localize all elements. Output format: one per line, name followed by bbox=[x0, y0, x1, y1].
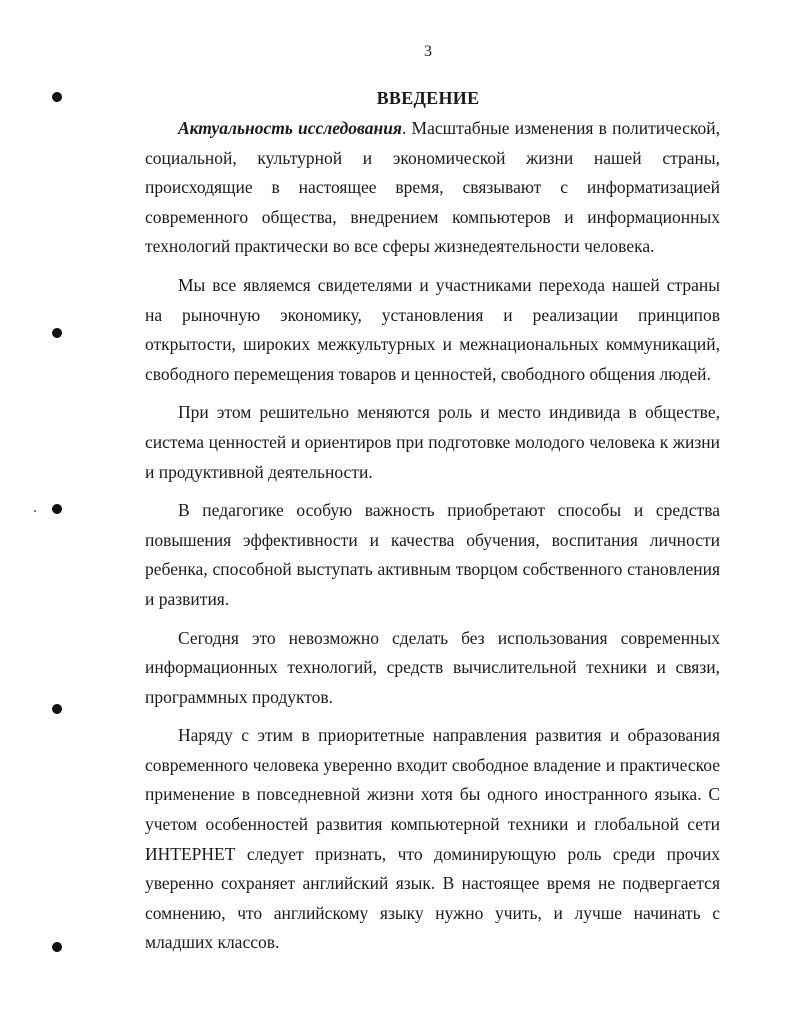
paragraph: Мы все являемся свидетелями и участниками перехода нашей страны на рыночную экономику, установления и реализации принципов открытости, широких межкультурных и межнациональных коммуникаций, свободного перемещения товаров и ценностей, свободного общения людей. bbox=[145, 274, 720, 384]
paragraph-lead-term: Актуальность исследования bbox=[178, 118, 402, 138]
body-text bbox=[145, 114, 720, 958]
paragraph bbox=[145, 114, 720, 262]
page-number: 3 bbox=[424, 43, 432, 60]
paragraph: Наряду с этим в приоритетные направления развития и образования современного человека уверенно входит свободное владение и практическое применение в повседневной жизни хотя бы одного иностранного языка. С учетом особенностей развития компьютерной техники и глобальной сети ИНТЕРНЕТ следует признать, что доминирующую роль среди прочих уверенно сохраняет английский язык. В настоящее время не подвергается сомнению, что английскому языку нужно учить, и лучше начинать с младших классов. bbox=[145, 725, 720, 953]
scan-speck bbox=[34, 510, 36, 512]
binder-hole-mark bbox=[51, 327, 64, 340]
section-heading: ВВЕДЕНИЕ bbox=[376, 88, 480, 108]
paragraph: В педагогике особую важность приобретают способы и средства повышения эффективности и качества обучения, воспитания личности ребенка, способной выступать активным творцом собственного становления и развития. bbox=[145, 500, 720, 609]
binder-hole-mark bbox=[51, 703, 64, 716]
paragraph: Сегодня это невозможно сделать без использования современных информационных технологий, средств вычислительной техники и связи, программных продуктов. bbox=[145, 627, 720, 707]
paragraph-text: . Масштабные изменения в политической, социальной, культурной и экономической жизни нашей страны, происходящие в настоящее время, связывают с информатизацией современного общества, внедрением компьютеров и информационных технологий практически во все сферы жизнедеятельности человека. bbox=[145, 118, 721, 257]
binder-hole-mark bbox=[51, 941, 64, 954]
paragraph: При этом решительно меняются роль и место индивида в обществе, система ценностей и ориентиров при подготовке молодого человека к жизни и продуктивной деятельности. bbox=[145, 402, 720, 482]
binder-hole-mark bbox=[51, 503, 64, 516]
